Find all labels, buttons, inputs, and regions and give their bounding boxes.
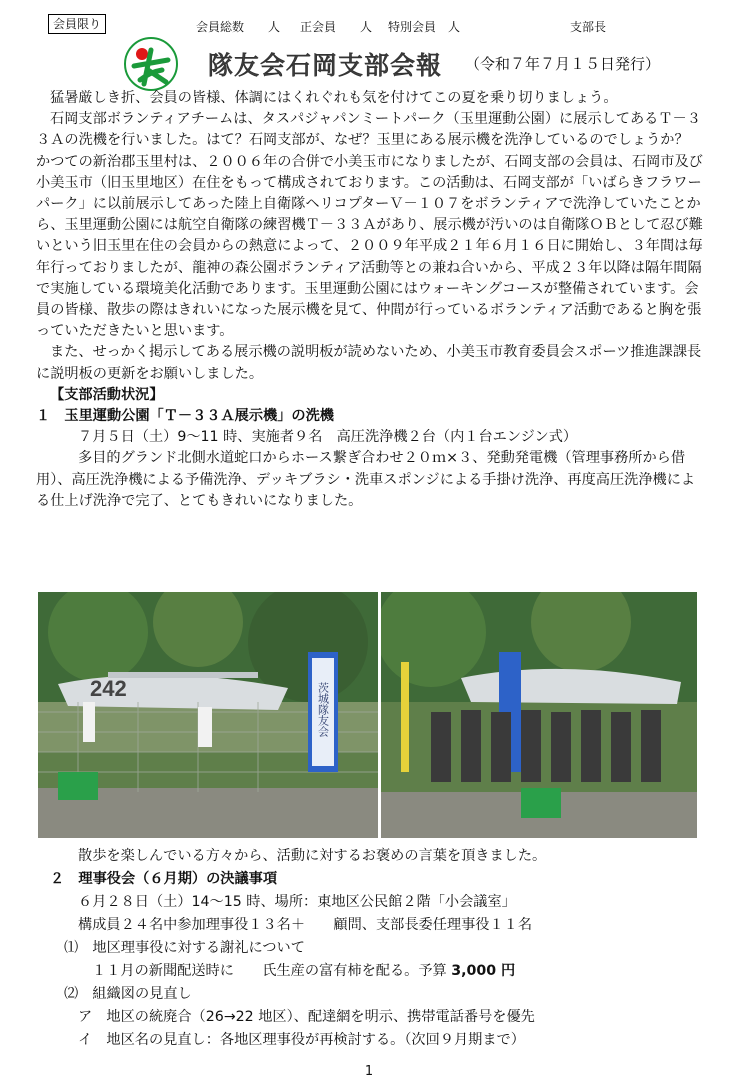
members-only-badge: 会員限り: [48, 14, 106, 34]
photo-group-members: [381, 592, 697, 838]
plane-tail-number: 242: [90, 676, 127, 701]
board-item-1-text-body: １１月の新聞配送時に 氏生産の富有柿を配る。予算: [92, 963, 447, 979]
photo-caption: 散歩を楽しんでいる方々から、活動に対するお褒めの言葉を頂きました。: [78, 848, 547, 864]
board-item-2-title: ⑵ 組織図の見直し: [64, 986, 192, 1002]
board-section: [36, 845, 704, 1052]
intro-paragraph-3: また、せっかく掲示してある展示機の説明板が読めないため、小美玉市教育委員会スポーツ推進課課長に説明板の更新をお願いしました。: [36, 344, 702, 382]
banner-text: 茨城隊友会: [316, 682, 330, 737]
intro-paragraph-1: 猛暑厳しき折、会員の皆様、体調にはくれぐれも気を付けてこの夏を乗り切りましょう。: [50, 90, 618, 106]
special-members: 特別会員 人: [388, 20, 461, 34]
board-date: ６月２８日（土）14～15 時、場所：東地区公民館２階「小会議室」: [78, 894, 516, 910]
board-item-2-a: ア 地区の統廃合（26→22 地区）、配達網を明示、携帯電話番号を優先: [78, 1009, 535, 1025]
board-item-1-title: ⑴ 地区理事役に対する謝礼について: [64, 940, 305, 956]
activity-1-title: １ 玉里運動公園「Ｔ－３３Ａ展示機」の洗機: [36, 408, 334, 425]
intro-section: [36, 88, 704, 512]
board-title: ２ 理事役会（６月期）の決議事項: [50, 871, 278, 887]
branch-head: 支部長: [570, 20, 607, 34]
board-item-1-amount: 3,000 円: [451, 963, 516, 979]
activities-heading: 【支部活動状況】: [50, 386, 164, 403]
regular-members: 正会員 人: [300, 20, 373, 34]
page-number: 1: [364, 1064, 374, 1079]
photo-washing-plane: [38, 592, 378, 838]
activity-1-description: 多目的グランド北側水道蛇口からホース繋ぎ合わせ２０ｍ×３、発動発電機（管理事務所から借用）、高圧洗浄機による予備洗浄、デッキブラシ・洗車スポンジによる手掛け洗浄、再度高圧洗浄機による仕上げ洗浄で完了、とてもきれいになりました。: [36, 450, 696, 509]
intro-paragraph-2: 石岡支部ボランティアチームは、タスパジャパンミートパーク（玉里運動公園）に展示してあるＴ－３３Ａの洗機を行いました。はて？石岡支部が、なぜ？玉里にある展示機を洗浄しているのでしょうか？ かつての新治郡玉里村は、２００６年の合併で小美玉市になりましたが、石岡支部の会員は、石岡市及び小美玉市（旧玉里地区）在住をもって構成されております。この活動は、石岡支部が「いばらきフラワーパーク」に以前展示してあった陸上自衛隊ヘリコプターＶ－１０７をボランティアで洗浄していたことから、玉里運動公園には航空自衛隊の練習機Ｔ－３３Ａがあり、展示機が汚いのは自衛隊ＯＢとして忍び難いという旧玉里在住の会員からの熱意によって、２００９年平成２１年６月１６日に開始し、３年間は毎年行っておりましたが、龍神の森公園ボランティア活動等との兼ね合いから、平成２３年以降は隔年間隔で実施している環境美化活動であります。玉里運動公園にはウォーキングコースが整備されています。会員の皆様、散歩の際はきれいになった展示機を見て、仲間が行っているボランティア活動であると胸を張っていただきたいと思います。: [36, 111, 703, 340]
board-item-2-i: イ 地区名の見直し：各地区理事役が再検討する。（次回９月期まで）: [78, 1032, 525, 1048]
board-members: 構成員２４名中参加理事役１３名＋ 顧問、支部長委任理事役１１名: [78, 917, 533, 933]
board-item-1-text: [36, 960, 704, 983]
issue-date: （令和７年７月１５日発行）: [465, 55, 661, 73]
total-members: 会員総数 人: [196, 20, 281, 34]
tayukai-logo-icon: [120, 36, 182, 92]
newsletter-title: 隊友会石岡支部会報: [208, 51, 443, 80]
activity-1-date: ７月５日（土）9～11 時、実施者９名 高圧洗浄機２台（内１台エンジン式）: [78, 429, 578, 446]
